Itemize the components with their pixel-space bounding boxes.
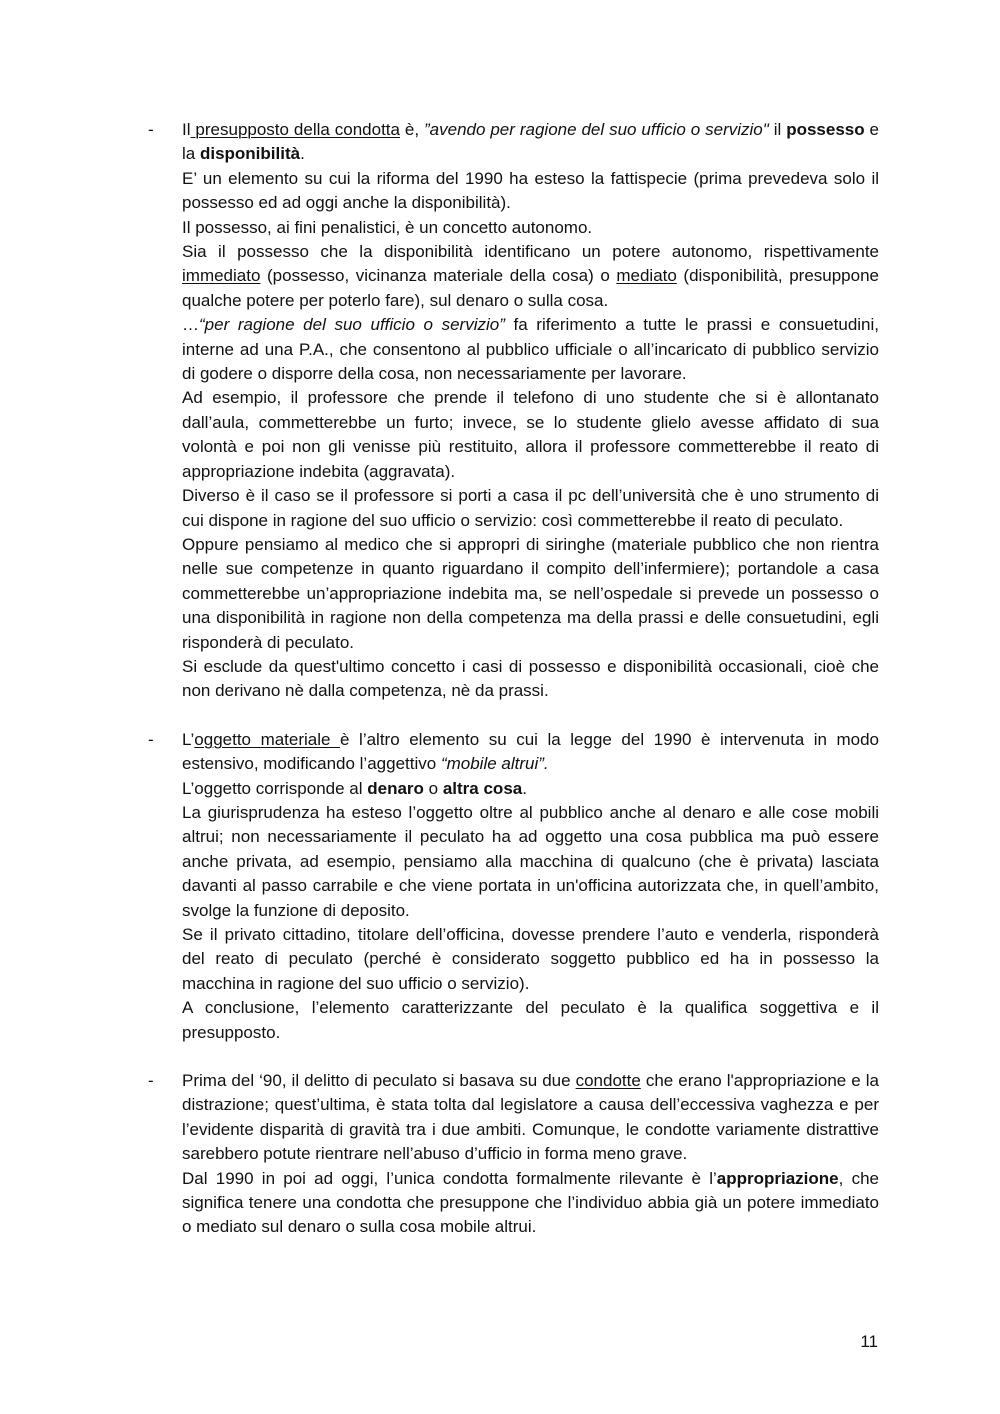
text-run: altra cosa	[442, 778, 523, 798]
text-run: E’ un elemento su cui la riforma del 1990 ha esteso la fattispecie (prima prevedeva solo il possesso ed ad oggi anche la disponibilità).	[182, 168, 879, 213]
text-run: o	[423, 778, 443, 798]
paragraph	[182, 167, 879, 216]
text-run: presupposto della condotta	[190, 120, 400, 139]
text-run: è,	[399, 120, 424, 139]
paragraph	[182, 777, 879, 801]
text-run: Il possesso, ai fini penalistici, è un concetto autonomo.	[182, 217, 593, 237]
bullet-dash: -	[148, 120, 154, 139]
paragraph	[182, 533, 879, 655]
paragraph	[182, 1167, 879, 1240]
text-run: Il	[182, 120, 191, 139]
paragraph	[182, 386, 879, 484]
bullet-dash: -	[148, 729, 154, 749]
text-run: condotte	[575, 1071, 641, 1091]
text-run: disponibilità	[199, 144, 301, 164]
text-run: Se il privato cittadino, titolare dell’officina, dovesse prendere l’auto e venderla, risponderà del reato di peculato (perché è considerato soggetto pubblico ed ha in possesso la macchina in ragione del suo ufficio o servizio).	[182, 925, 879, 993]
paragraph	[182, 923, 879, 996]
paragraph	[182, 655, 879, 704]
text-run: appropriazione	[716, 1168, 839, 1188]
text-run: …	[182, 315, 199, 335]
text-run: L’	[182, 729, 195, 749]
text-run: .	[300, 144, 305, 164]
text-run: , che significa tenere una condotta che presuppone che l’individuo abbia già un potere immediato o mediato sul denaro o sulla cosa mobile altrui.	[182, 1168, 879, 1237]
paragraph	[182, 1069, 879, 1167]
list-item	[144, 728, 879, 1045]
text-run: è l’altro elemento su cui la legge del 1990 è intervenuta in modo estensivo, modificando l’aggettivo	[182, 729, 880, 774]
paragraph	[182, 240, 879, 313]
text-run: “mobile altrui”.	[440, 754, 549, 774]
text-run: Si esclude da quest'ultimo concetto i casi di possesso e disponibilità occasionali, cioè che non derivano nè dalla competenza, nè da prassi.	[182, 656, 879, 701]
text-run: (possesso, vicinanza materiale della cosa) o	[260, 266, 617, 286]
text-run: oggetto materiale	[194, 729, 341, 749]
paragraph	[182, 801, 879, 923]
text-run: e la	[182, 120, 880, 164]
text-run: L’oggetto corrisponde al	[182, 778, 368, 798]
list-item	[144, 118, 879, 704]
paragraph	[182, 118, 879, 167]
text-run: Ad esempio, il professore che prende il telefono di uno studente che si è allontanato dall’aula, commetterebbe un furto; invece, se lo studente glielo avesse affidato di sua volontà e poi non gli venisse più restituito, allora il professore commetterebbe il reato di appropriazione indebita (aggravata).	[182, 388, 879, 481]
paragraph	[182, 996, 879, 1045]
text-run: il	[768, 120, 787, 139]
text-run: Diverso è il caso se il professore si porti a casa il pc dell’università che è uno strumento di cui dispone in ragione del suo ufficio o servizio: così commetterebbe il reato di peculato.	[182, 486, 879, 530]
text-run: ”avendo per ragione del suo ufficio o servizio"	[424, 120, 769, 139]
text-run: Dal 1990 in poi ad oggi, l’unica condotta formalmente rilevante è l’	[182, 1168, 717, 1188]
text-run: .	[522, 778, 527, 798]
text-run: A conclusione, l’elemento caratterizzante del peculato è la qualifica soggettiva e il presupposto.	[182, 998, 879, 1042]
text-run: che erano l'appropriazione e la distrazione; quest’ultima, è stata tolta dal legislatore a causa dell’eccessiva vaghezza e per l’evidente disparità di gravità tra i due ambiti. Comunque, le condotte variamente distrattive sarebbero potute rientrare nell’abuso d’ufficio in forma meno grave.	[182, 1071, 879, 1164]
text-run: fa riferimento a tutte le prassi e consuetudini, interne ad una P.A., che consentono al pubblico ufficiale o all’incaricato di pubblico servizio di godere o disporre della cosa, non necessariamente per lavorare.	[182, 315, 880, 384]
bullet-list	[144, 118, 879, 1264]
text-run: possesso	[786, 120, 865, 139]
paragraph	[182, 728, 879, 777]
page-number: 11	[860, 1332, 878, 1351]
text-run: “per ragione del suo ufficio o servizio”	[199, 315, 505, 335]
text-run: Sia il possesso che la disponibilità identificano un potere autonomo, rispettivamente	[182, 242, 879, 262]
text-run: (disponibilità, presuppone qualche potere per poterlo fare), sul denaro o sulla cosa.	[182, 266, 880, 310]
text-run: mediato	[616, 266, 677, 286]
text-run: denaro	[367, 778, 424, 798]
text-run: immediato	[182, 266, 261, 286]
text-run: Prima del ‘90, il delitto di peculato si basava su due	[182, 1071, 576, 1091]
text-run: La giurisprudenza ha esteso l’oggetto oltre al pubblico anche al denaro e alle cose mobili altrui; non necessariamente il peculato ha ad oggetto una cosa pubblica ma può essere anche privata, ad esempio, pensiamo alla macchina di qualcuno (che è privata) lasciata davanti al passo carrabile e che viene portata in un'officina autorizzata che, in quell’ambito, svolge la funzione di deposito.	[182, 802, 879, 920]
paragraph	[182, 484, 879, 533]
paragraph	[182, 216, 879, 240]
bullet-dash: -	[148, 1071, 154, 1091]
list-item	[144, 1069, 879, 1240]
paragraph	[182, 313, 879, 386]
text-run: Oppure pensiamo al medico che si appropri di siringhe (materiale pubblico che non rientra nelle sue competenze in quanto riguardano il compito dell’infermiere); portandole a casa commetterebbe un’appropriazione indebita ma, se nell’ospedale si prevede un possesso o una disponibilità in ragione non della competenza ma della prassi e delle consuetudini, egli risponderà di peculato.	[182, 534, 879, 652]
